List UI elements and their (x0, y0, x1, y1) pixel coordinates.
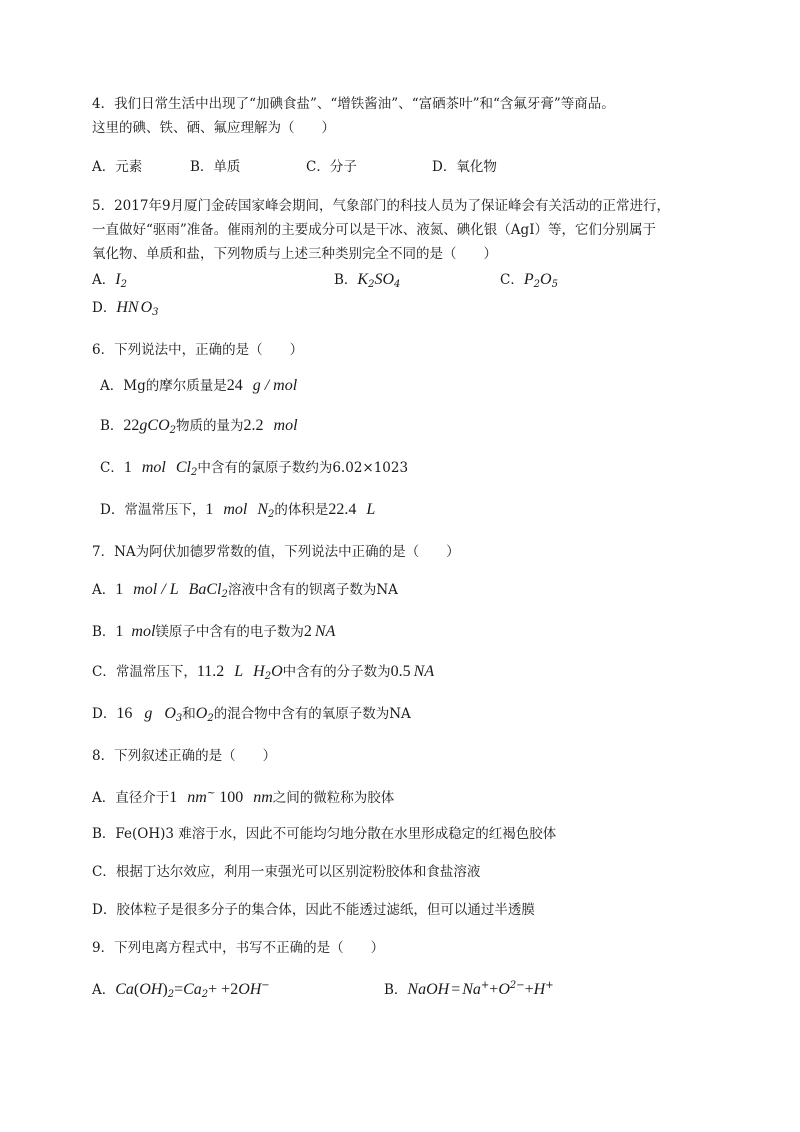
q6-stem: 6．下列说法中，正确的是（ ） (92, 342, 304, 358)
q5-stem-line1: 5．2017年9月厦门金砖国家峰会期间，气象部门的科技人员为了保证峰会有关活动的正常进行， (92, 198, 671, 214)
q5-option-a: A．$I_2$ (92, 271, 127, 290)
q6-option-a: A．Mg的摩尔质量是24 g / mol (100, 377, 298, 394)
q8-option-d: D．胶体粒子是很多分子的集合体，因此不能透过滤纸，但可以通过半透膜 (92, 902, 535, 918)
q4-stem-line1: 4．我们日常生活中出现了“加碘食盐”、“增铁酱油”、“富硒茶叶”和“含氟牙膏”等商品。 (92, 96, 615, 112)
q4-option-b: B．单质 (190, 159, 241, 175)
q9-options-row (92, 976, 554, 1005)
q4-option-a: A．元素 (92, 159, 143, 175)
q4-options (92, 157, 497, 177)
q7-option-d: D．16 g $O_3$和$O_2$的混合物中含有的氧原子数为NA (92, 705, 411, 724)
q6-option-d: D．常温常压下，1 mol $N_2$的体积是22.4 L (100, 501, 376, 520)
q7-option-a: A．1 mol / L BaCl$_2$溶液中含有的钡离子数为NA (92, 581, 398, 600)
q5-option-b: B．$K_2SO_4$ (334, 271, 401, 290)
q4-option-d: D．氧化物 (432, 159, 497, 175)
q8-option-a: A．直径介于1 nm~ 100 nm之间的微粒称为胶体 (92, 788, 395, 806)
q9-option-a: A．$Ca(OH)_2=Ca_2+ +2OH^-$ (92, 980, 270, 1000)
q6-option-b: B．22gCO$_2$物质的量为2.2 mol (100, 417, 298, 436)
q5-stem-line3: 氧化物、单质和盐，下列物质与上述三种类别完全不同的是（ ） (92, 246, 497, 262)
q4-stem-line2: 这里的碘、铁、硒、氟应理解为（ ） (92, 120, 335, 136)
q7-option-c: C．常温常压下，11.2 L $H_2O$中含有的分子数为0.5 NA (92, 663, 435, 682)
q6-option-c: C．1 mol $Cl_2$中含有的氯原子数约为6.02×1023 (100, 459, 409, 478)
q9-option-b: B．NaOH = $Na^++O^{2-}+H^+$ (384, 980, 554, 998)
q8-option-c: C．根据丁达尔效应，利用一束强光可以区别淀粉胶体和食盐溶液 (92, 864, 481, 880)
q5-option-c: C．$P_2O_5$ (500, 271, 558, 290)
q5-stem-line2: 一直做好“驱雨”准备。催雨剂的主要成分可以是干冰、液氮、碘化银（AgI）等，它们分别属于 (92, 222, 657, 238)
q8-stem: 8．下列叙述正确的是（ ） (92, 748, 277, 764)
q8-option-b: B．Fe(OH)3 难溶于水，因此不可能均匀地分散在水里形成稳定的红褐色胶体 (92, 826, 557, 842)
q7-stem: 7．NA为阿伏加德罗常数的值，下列说法中正确的是（ ） (92, 544, 460, 560)
q5-options-row (92, 270, 558, 295)
q5-option-d: D．HN $O_3$ (92, 299, 159, 318)
q9-stem: 9．下列电离方程式中，书写不正确的是（ ） (92, 940, 385, 956)
q7-option-b: B．1 mol镁原子中含有的电子数为2 NA (92, 623, 336, 640)
q4-option-c: C．分子 (306, 159, 357, 175)
